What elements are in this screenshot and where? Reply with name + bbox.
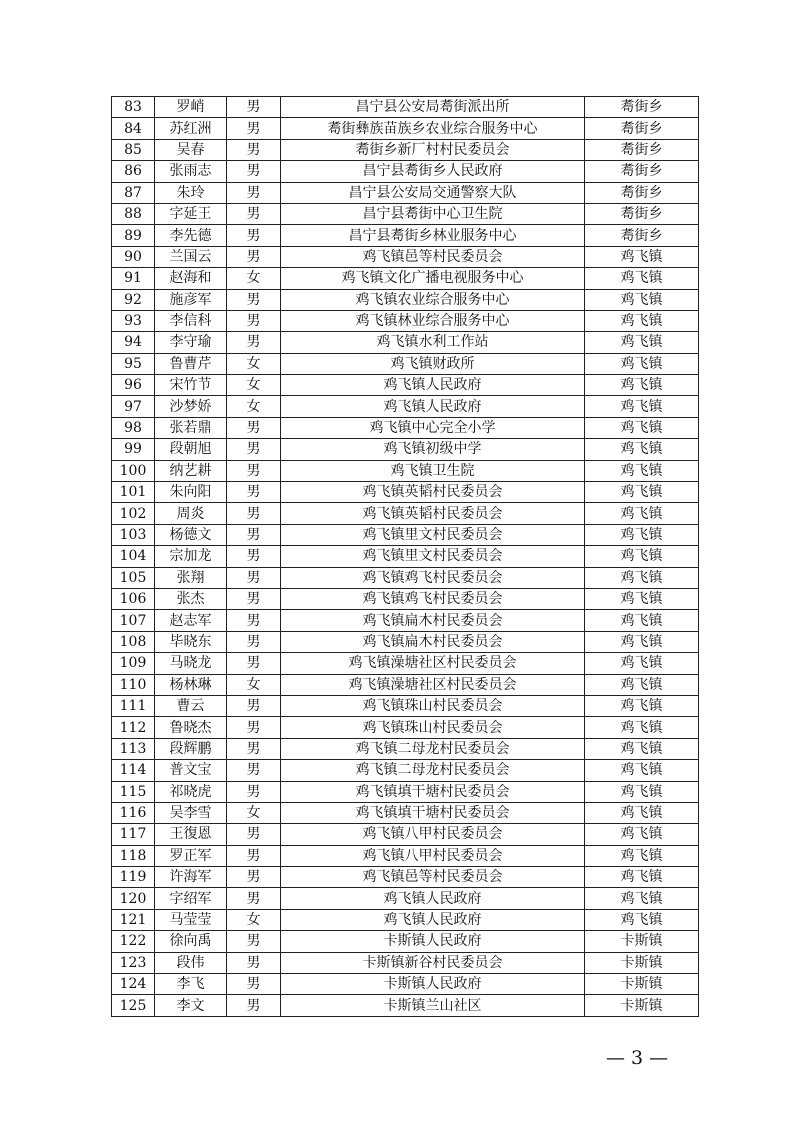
person-name-cell: 纳艺耕 — [155, 460, 227, 481]
gender-cell: 男 — [227, 695, 281, 716]
roster-body — [112, 97, 699, 1017]
person-name-cell: 张若鼎 — [155, 417, 227, 438]
township-cell: 耈街乡 — [585, 203, 699, 224]
work-unit-cell: 鸡飞镇英韬村民委员会 — [281, 482, 585, 503]
work-unit-cell: 鸡飞镇澡塘社区村民委员会 — [281, 674, 585, 695]
table-row — [112, 161, 699, 182]
table-row — [112, 717, 699, 738]
table-row — [112, 396, 699, 417]
person-name-cell: 曹云 — [155, 695, 227, 716]
person-name-cell: 鲁晓杰 — [155, 717, 227, 738]
table-row — [112, 503, 699, 524]
township-cell: 鸡飞镇 — [585, 610, 699, 631]
table-row — [112, 695, 699, 716]
work-unit-cell: 鸡飞镇财政所 — [281, 353, 585, 374]
work-unit-cell: 鸡飞镇邑等村民委员会 — [281, 246, 585, 267]
gender-cell: 男 — [227, 161, 281, 182]
township-cell: 卡斯镇 — [585, 931, 699, 952]
gender-cell: 男 — [227, 888, 281, 909]
township-cell: 鸡飞镇 — [585, 375, 699, 396]
table-row — [112, 738, 699, 759]
row-number-cell: 124 — [112, 974, 155, 995]
person-name-cell: 段朝旭 — [155, 439, 227, 460]
person-name-cell: 段辉鹏 — [155, 738, 227, 759]
person-name-cell: 吴春 — [155, 139, 227, 160]
row-number-cell: 104 — [112, 546, 155, 567]
gender-cell: 男 — [227, 332, 281, 353]
person-name-cell: 许海军 — [155, 867, 227, 888]
person-name-cell: 罗峭 — [155, 97, 227, 118]
table-row — [112, 631, 699, 652]
table-row — [112, 203, 699, 224]
table-row — [112, 289, 699, 310]
gender-cell: 女 — [227, 909, 281, 930]
township-cell: 鸡飞镇 — [585, 867, 699, 888]
gender-cell: 男 — [227, 952, 281, 973]
person-name-cell: 字绍军 — [155, 888, 227, 909]
person-name-cell: 朱玲 — [155, 182, 227, 203]
person-name-cell: 毕晓东 — [155, 631, 227, 652]
work-unit-cell: 鸡飞镇鸡飞村民委员会 — [281, 567, 585, 588]
work-unit-cell: 鸡飞镇填干塘村民委员会 — [281, 802, 585, 823]
work-unit-cell: 鸡飞镇中心完全小学 — [281, 417, 585, 438]
township-cell: 耈街乡 — [585, 139, 699, 160]
table-row — [112, 610, 699, 631]
row-number-cell: 86 — [112, 161, 155, 182]
table-row — [112, 995, 699, 1016]
work-unit-cell: 鸡飞镇人民政府 — [281, 396, 585, 417]
person-name-cell: 吴李雪 — [155, 802, 227, 823]
work-unit-cell: 鸡飞镇文化广播电视服务中心 — [281, 268, 585, 289]
township-cell: 鸡飞镇 — [585, 439, 699, 460]
gender-cell: 女 — [227, 674, 281, 695]
township-cell: 鸡飞镇 — [585, 503, 699, 524]
township-cell: 鸡飞镇 — [585, 717, 699, 738]
township-cell: 鸡飞镇 — [585, 909, 699, 930]
gender-cell: 男 — [227, 653, 281, 674]
person-name-cell: 祁晓虎 — [155, 781, 227, 802]
row-number-cell: 98 — [112, 417, 155, 438]
gender-cell: 男 — [227, 610, 281, 631]
table-row — [112, 567, 699, 588]
gender-cell: 男 — [227, 995, 281, 1016]
person-name-cell: 杨林琳 — [155, 674, 227, 695]
person-name-cell: 段伟 — [155, 952, 227, 973]
table-row — [112, 781, 699, 802]
row-number-cell: 116 — [112, 802, 155, 823]
person-name-cell: 李飞 — [155, 974, 227, 995]
row-number-cell: 92 — [112, 289, 155, 310]
township-cell: 鸡飞镇 — [585, 674, 699, 695]
table-row — [112, 888, 699, 909]
township-cell: 卡斯镇 — [585, 952, 699, 973]
row-number-cell: 106 — [112, 588, 155, 609]
township-cell: 鸡飞镇 — [585, 353, 699, 374]
table-row — [112, 974, 699, 995]
gender-cell: 男 — [227, 289, 281, 310]
table-row — [112, 182, 699, 203]
township-cell: 鸡飞镇 — [585, 802, 699, 823]
row-number-cell: 83 — [112, 97, 155, 118]
row-number-cell: 117 — [112, 824, 155, 845]
township-cell: 鸡飞镇 — [585, 546, 699, 567]
table-row — [112, 760, 699, 781]
work-unit-cell: 鸡飞镇里文村民委员会 — [281, 546, 585, 567]
table-row — [112, 546, 699, 567]
township-cell: 鸡飞镇 — [585, 289, 699, 310]
table-row — [112, 588, 699, 609]
person-name-cell: 朱向阳 — [155, 482, 227, 503]
gender-cell: 男 — [227, 482, 281, 503]
township-cell: 耈街乡 — [585, 97, 699, 118]
gender-cell: 男 — [227, 460, 281, 481]
table-row — [112, 802, 699, 823]
person-name-cell: 施彦军 — [155, 289, 227, 310]
work-unit-cell: 卡斯镇新谷村民委员会 — [281, 952, 585, 973]
gender-cell: 男 — [227, 760, 281, 781]
gender-cell: 女 — [227, 396, 281, 417]
table-row — [112, 375, 699, 396]
gender-cell: 男 — [227, 417, 281, 438]
township-cell: 鸡飞镇 — [585, 482, 699, 503]
row-number-cell: 93 — [112, 310, 155, 331]
person-name-cell: 宗加龙 — [155, 546, 227, 567]
row-number-cell: 94 — [112, 332, 155, 353]
gender-cell: 男 — [227, 824, 281, 845]
row-number-cell: 95 — [112, 353, 155, 374]
table-row — [112, 118, 699, 139]
table-row — [112, 524, 699, 545]
row-number-cell: 120 — [112, 888, 155, 909]
gender-cell: 男 — [227, 546, 281, 567]
table-row — [112, 439, 699, 460]
row-number-cell: 85 — [112, 139, 155, 160]
row-number-cell: 100 — [112, 460, 155, 481]
gender-cell: 男 — [227, 631, 281, 652]
gender-cell: 男 — [227, 225, 281, 246]
work-unit-cell: 卡斯镇兰山社区 — [281, 995, 585, 1016]
person-name-cell: 兰国云 — [155, 246, 227, 267]
row-number-cell: 125 — [112, 995, 155, 1016]
township-cell: 耈街乡 — [585, 161, 699, 182]
township-cell: 鸡飞镇 — [585, 246, 699, 267]
work-unit-cell: 鸡飞镇珠山村民委员会 — [281, 695, 585, 716]
township-cell: 鸡飞镇 — [585, 631, 699, 652]
work-unit-cell: 鸡飞镇扁木村民委员会 — [281, 610, 585, 631]
work-unit-cell: 耈街彝族苗族乡农业综合服务中心 — [281, 118, 585, 139]
row-number-cell: 107 — [112, 610, 155, 631]
gender-cell: 男 — [227, 310, 281, 331]
work-unit-cell: 鸡飞镇二母龙村民委员会 — [281, 760, 585, 781]
work-unit-cell: 鸡飞镇林业综合服务中心 — [281, 310, 585, 331]
gender-cell: 女 — [227, 802, 281, 823]
row-number-cell: 105 — [112, 567, 155, 588]
row-number-cell: 84 — [112, 118, 155, 139]
row-number-cell: 114 — [112, 760, 155, 781]
person-name-cell: 张翔 — [155, 567, 227, 588]
person-name-cell: 马晓龙 — [155, 653, 227, 674]
person-name-cell: 鲁曹芹 — [155, 353, 227, 374]
row-number-cell: 103 — [112, 524, 155, 545]
row-number-cell: 118 — [112, 845, 155, 866]
work-unit-cell: 鸡飞镇填干塘村民委员会 — [281, 781, 585, 802]
table-row — [112, 931, 699, 952]
gender-cell: 男 — [227, 738, 281, 759]
person-name-cell: 苏红洲 — [155, 118, 227, 139]
table-row — [112, 460, 699, 481]
work-unit-cell: 鸡飞镇水利工作站 — [281, 332, 585, 353]
row-number-cell: 121 — [112, 909, 155, 930]
work-unit-cell: 昌宁县耈街乡林业服务中心 — [281, 225, 585, 246]
row-number-cell: 96 — [112, 375, 155, 396]
table-row — [112, 139, 699, 160]
township-cell: 卡斯镇 — [585, 974, 699, 995]
table-row — [112, 653, 699, 674]
table-row — [112, 952, 699, 973]
person-name-cell: 李信科 — [155, 310, 227, 331]
row-number-cell: 88 — [112, 203, 155, 224]
person-name-cell: 赵海和 — [155, 268, 227, 289]
township-cell: 鸡飞镇 — [585, 268, 699, 289]
township-cell: 鸡飞镇 — [585, 396, 699, 417]
gender-cell: 女 — [227, 268, 281, 289]
work-unit-cell: 卡斯镇人民政府 — [281, 931, 585, 952]
work-unit-cell: 鸡飞镇邑等村民委员会 — [281, 867, 585, 888]
gender-cell: 男 — [227, 97, 281, 118]
row-number-cell: 122 — [112, 931, 155, 952]
table-row — [112, 246, 699, 267]
gender-cell: 男 — [227, 439, 281, 460]
township-cell: 鸡飞镇 — [585, 738, 699, 759]
township-cell: 鸡飞镇 — [585, 888, 699, 909]
gender-cell: 男 — [227, 567, 281, 588]
work-unit-cell: 鸡飞镇人民政府 — [281, 909, 585, 930]
work-unit-cell: 鸡飞镇扁木村民委员会 — [281, 631, 585, 652]
work-unit-cell: 鸡飞镇鸡飞村民委员会 — [281, 588, 585, 609]
table-row — [112, 268, 699, 289]
page-number: — 3 — — [606, 1047, 669, 1069]
person-name-cell: 罗正军 — [155, 845, 227, 866]
work-unit-cell: 鸡飞镇人民政府 — [281, 888, 585, 909]
table-row — [112, 332, 699, 353]
work-unit-cell: 鸡飞镇英韬村民委员会 — [281, 503, 585, 524]
person-name-cell: 徐向禹 — [155, 931, 227, 952]
gender-cell: 男 — [227, 118, 281, 139]
gender-cell: 男 — [227, 139, 281, 160]
gender-cell: 男 — [227, 182, 281, 203]
table-row — [112, 225, 699, 246]
person-name-cell: 马莹莹 — [155, 909, 227, 930]
work-unit-cell: 昌宁县公安局耈街派出所 — [281, 97, 585, 118]
gender-cell: 男 — [227, 588, 281, 609]
table-row — [112, 310, 699, 331]
gender-cell: 男 — [227, 524, 281, 545]
township-cell: 鸡飞镇 — [585, 695, 699, 716]
row-number-cell: 115 — [112, 781, 155, 802]
gender-cell: 男 — [227, 931, 281, 952]
table-row — [112, 845, 699, 866]
row-number-cell: 102 — [112, 503, 155, 524]
person-name-cell: 张雨志 — [155, 161, 227, 182]
row-number-cell: 89 — [112, 225, 155, 246]
row-number-cell: 99 — [112, 439, 155, 460]
person-name-cell: 李守瑜 — [155, 332, 227, 353]
roster-table — [111, 96, 699, 1017]
row-number-cell: 111 — [112, 695, 155, 716]
row-number-cell: 119 — [112, 867, 155, 888]
township-cell: 耈街乡 — [585, 118, 699, 139]
table-row — [112, 353, 699, 374]
gender-cell: 男 — [227, 781, 281, 802]
gender-cell: 男 — [227, 203, 281, 224]
table-row — [112, 482, 699, 503]
table-row — [112, 909, 699, 930]
township-cell: 鸡飞镇 — [585, 417, 699, 438]
work-unit-cell: 鸡飞镇人民政府 — [281, 375, 585, 396]
table-row — [112, 674, 699, 695]
township-cell: 鸡飞镇 — [585, 781, 699, 802]
work-unit-cell: 昌宁县公安局交通警察大队 — [281, 182, 585, 203]
person-name-cell: 王復恩 — [155, 824, 227, 845]
work-unit-cell: 鸡飞镇农业综合服务中心 — [281, 289, 585, 310]
township-cell: 鸡飞镇 — [585, 845, 699, 866]
township-cell: 鸡飞镇 — [585, 760, 699, 781]
township-cell: 鸡飞镇 — [585, 588, 699, 609]
work-unit-cell: 鸡飞镇卫生院 — [281, 460, 585, 481]
person-name-cell: 李先德 — [155, 225, 227, 246]
work-unit-cell: 鸡飞镇八甲村民委员会 — [281, 845, 585, 866]
table-row — [112, 824, 699, 845]
table-row — [112, 867, 699, 888]
work-unit-cell: 耈街乡新厂村村民委员会 — [281, 139, 585, 160]
person-name-cell: 杨德文 — [155, 524, 227, 545]
work-unit-cell: 昌宁县耈街中心卫生院 — [281, 203, 585, 224]
row-number-cell: 101 — [112, 482, 155, 503]
table-row — [112, 97, 699, 118]
person-name-cell: 张杰 — [155, 588, 227, 609]
person-name-cell: 李文 — [155, 995, 227, 1016]
township-cell: 鸡飞镇 — [585, 310, 699, 331]
row-number-cell: 123 — [112, 952, 155, 973]
person-name-cell: 周炎 — [155, 503, 227, 524]
township-cell: 鸡飞镇 — [585, 653, 699, 674]
person-name-cell: 普文宝 — [155, 760, 227, 781]
township-cell: 鸡飞镇 — [585, 460, 699, 481]
gender-cell: 男 — [227, 246, 281, 267]
row-number-cell: 110 — [112, 674, 155, 695]
township-cell: 耈街乡 — [585, 182, 699, 203]
township-cell: 鸡飞镇 — [585, 567, 699, 588]
row-number-cell: 108 — [112, 631, 155, 652]
row-number-cell: 109 — [112, 653, 155, 674]
person-name-cell: 宋竹节 — [155, 375, 227, 396]
person-name-cell: 赵志军 — [155, 610, 227, 631]
work-unit-cell: 鸡飞镇澡塘社区村民委员会 — [281, 653, 585, 674]
gender-cell: 男 — [227, 503, 281, 524]
township-cell: 耈街乡 — [585, 225, 699, 246]
work-unit-cell: 鸡飞镇八甲村民委员会 — [281, 824, 585, 845]
row-number-cell: 90 — [112, 246, 155, 267]
work-unit-cell: 卡斯镇人民政府 — [281, 974, 585, 995]
work-unit-cell: 鸡飞镇二母龙村民委员会 — [281, 738, 585, 759]
gender-cell: 女 — [227, 353, 281, 374]
township-cell: 鸡飞镇 — [585, 332, 699, 353]
gender-cell: 男 — [227, 845, 281, 866]
row-number-cell: 113 — [112, 738, 155, 759]
gender-cell: 男 — [227, 974, 281, 995]
work-unit-cell: 鸡飞镇里文村民委员会 — [281, 524, 585, 545]
work-unit-cell: 鸡飞镇珠山村民委员会 — [281, 717, 585, 738]
row-number-cell: 112 — [112, 717, 155, 738]
gender-cell: 女 — [227, 375, 281, 396]
township-cell: 卡斯镇 — [585, 995, 699, 1016]
row-number-cell: 91 — [112, 268, 155, 289]
row-number-cell: 97 — [112, 396, 155, 417]
row-number-cell: 87 — [112, 182, 155, 203]
person-name-cell: 字延王 — [155, 203, 227, 224]
work-unit-cell: 昌宁县耈街乡人民政府 — [281, 161, 585, 182]
township-cell: 鸡飞镇 — [585, 824, 699, 845]
work-unit-cell: 鸡飞镇初级中学 — [281, 439, 585, 460]
person-name-cell: 沙梦娇 — [155, 396, 227, 417]
township-cell: 鸡飞镇 — [585, 524, 699, 545]
table-row — [112, 417, 699, 438]
gender-cell: 男 — [227, 717, 281, 738]
gender-cell: 男 — [227, 867, 281, 888]
